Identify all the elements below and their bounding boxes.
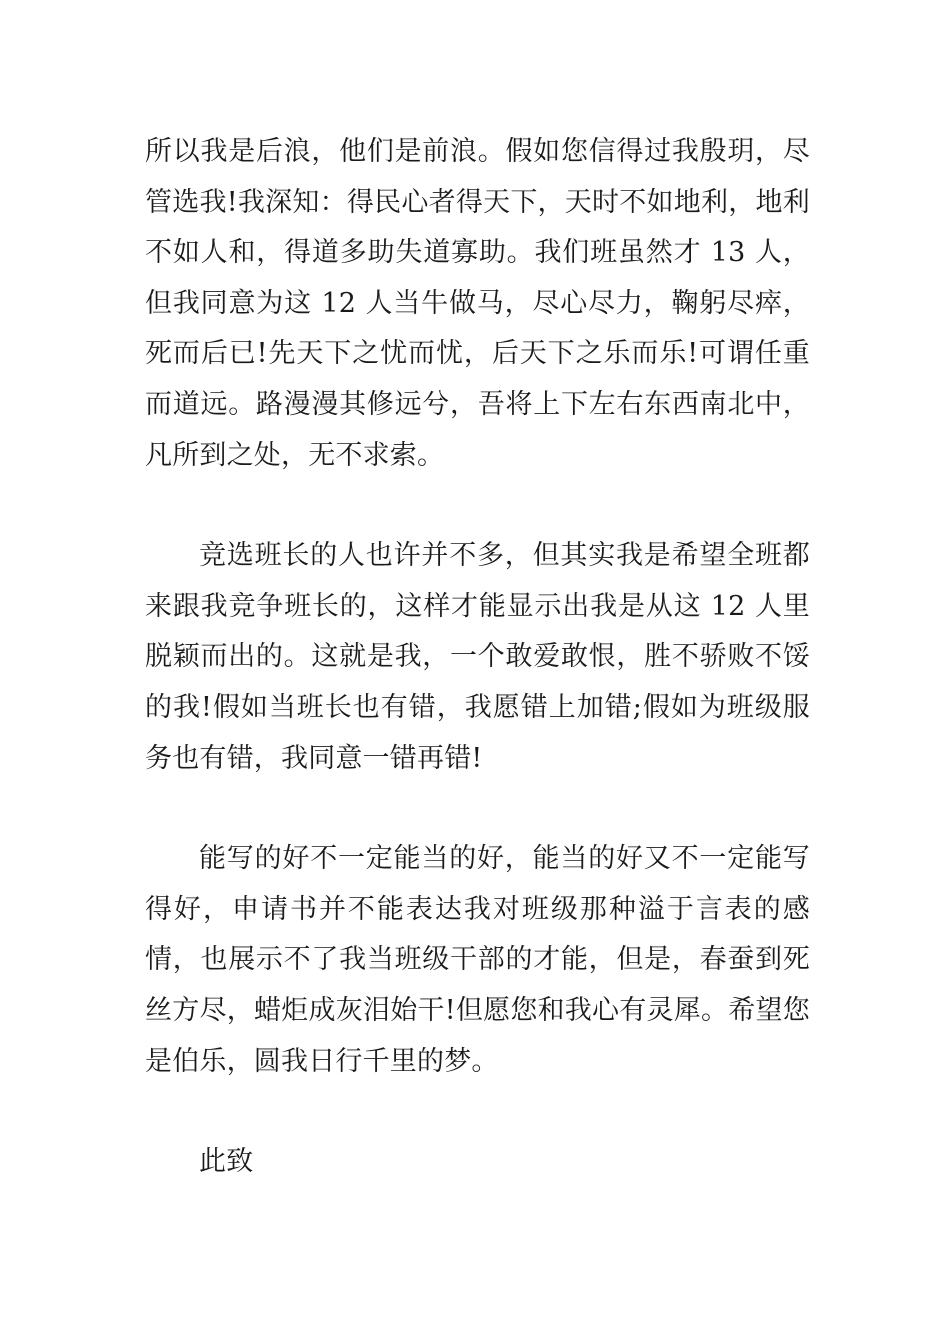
paragraph-3: 能写的好不一定能当的好，能当的好又不一定能写得好，申请书并不能表达我对班级那种溢于言表的感情，也展示不了我当班级干部的才能，但是，春蚕到死丝方尽，蜡炬成灰泪始干!但愿您和我心有灵犀。希望您是伯乐，圆我日行千里的梦。 <box>145 843 810 1077</box>
document-body <box>145 127 810 1188</box>
closing-salutation: 此致 <box>199 1146 254 1178</box>
paragraph-1: 所以我是后浪，他们是前浪。假如您信得过我殷玥，尽管选我!我深知：得民心者得天下，天时不如地利，地利不如人和，得道多助失道寡助。我们班虽然才 13 人，但我同意为这 12 人当牛做马，尽心尽力，鞠躬尽瘁，死而后已!先天下之忧而忧，后天下之乐而乐!可谓任重而道远。路漫漫其修远兮，吾将上下左右东西南北中，凡所到之处，无不求索。 <box>145 136 810 471</box>
paragraph-2: 竞选班长的人也许并不多，但其实我是希望全班都来跟我竞争班长的，这样才能显示出我是从这 12 人里脱颖而出的。这就是我，一个敢爱敢恨，胜不骄败不馁的我!假如当班长也有错，我愿错上加错;假如为班级服务也有错，我同意一错再错! <box>145 540 810 774</box>
